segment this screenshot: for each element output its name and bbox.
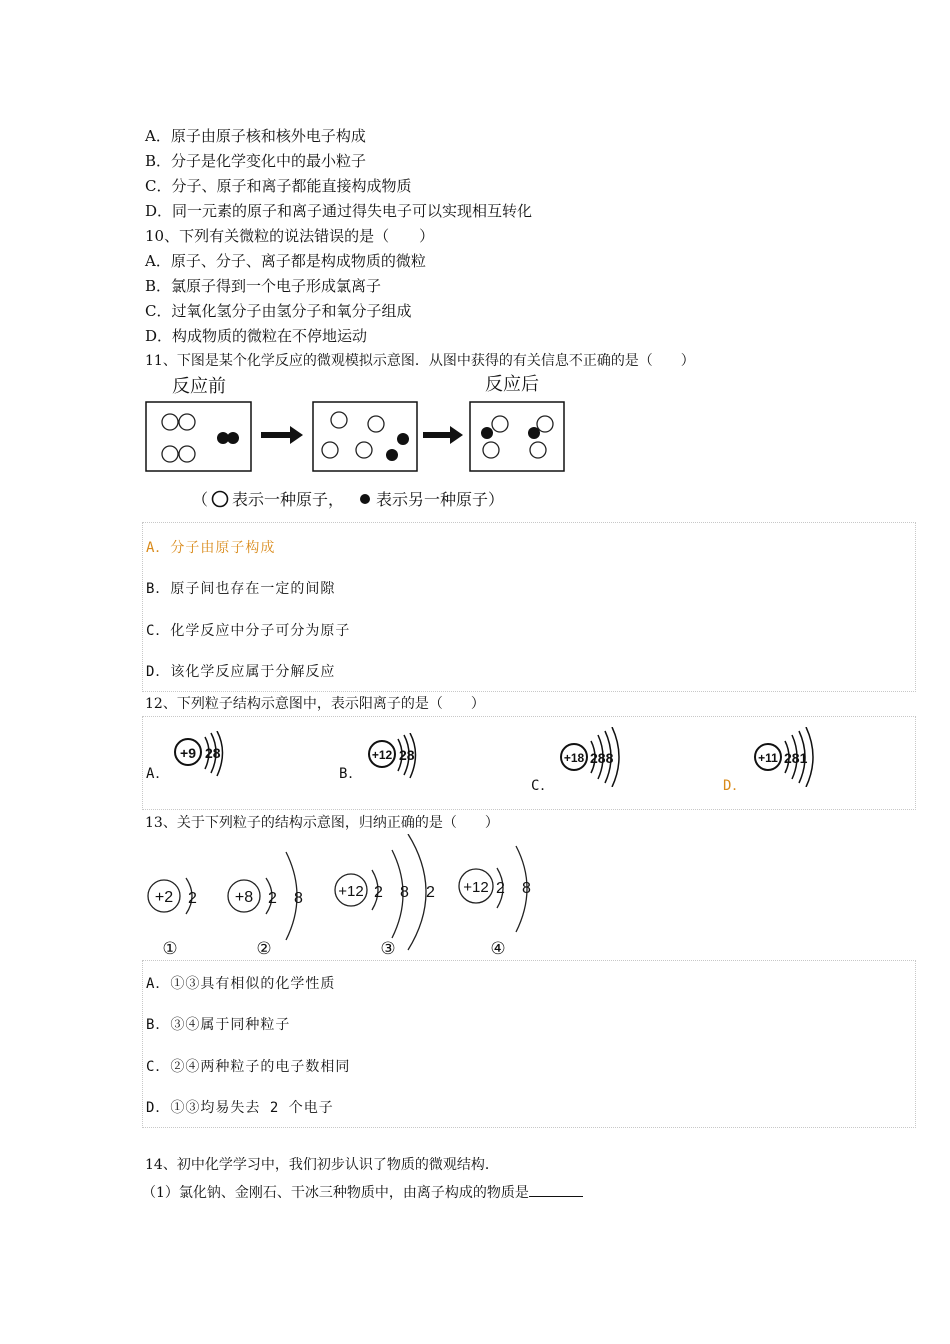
- nucleus-charge: +12: [463, 879, 489, 896]
- shell-electrons: 28: [399, 747, 415, 763]
- shell-electrons: 8: [400, 884, 409, 901]
- q12-option-c-letter[interactable]: C．: [531, 778, 556, 794]
- q13-stem: 13、关于下列粒子的结构示意图，归纳正确的是（ ）: [145, 815, 499, 831]
- label-after: 反应后: [485, 374, 539, 394]
- shell-electrons: 2: [268, 890, 277, 907]
- q10-option-d: D．构成物质的微粒在不停地运动: [145, 327, 368, 345]
- q11-stem: 11、下图是某个化学反应的微观模拟示意图．从图中获得的有关信息不正确的是（ ）: [145, 353, 695, 369]
- q10-option-a: A．原子、分子、离子都是构成物质的微粒: [145, 252, 426, 270]
- shell-electrons: 28: [205, 745, 221, 761]
- q11-option-d[interactable]: D．该化学反应属于分解反应: [146, 664, 336, 680]
- q9-option-c: C．分子、原子和离子都能直接构成物质: [145, 177, 412, 195]
- q10-option-c: C．过氧化氢分子由氢分子和氧分子组成: [145, 302, 412, 320]
- shell-electrons: 281: [784, 750, 808, 766]
- q12-atom-d: [751, 727, 841, 787]
- solid-atom-icon: [360, 494, 370, 504]
- legend-solid: 表示另一种原子）: [376, 492, 505, 509]
- q13-option-c[interactable]: C．②④两种粒子的电子数相同: [146, 1059, 351, 1075]
- q13-particle-diagrams: [140, 834, 560, 960]
- nucleus-charge: +2: [154, 889, 174, 906]
- particle-label: ④: [490, 939, 506, 958]
- shell-electrons: 2: [426, 884, 435, 901]
- q11-option-b[interactable]: B．原子间也存在一定的间隙: [146, 581, 336, 597]
- q11-reaction-diagram: [140, 372, 580, 512]
- arrow-icon: [261, 426, 303, 444]
- q13-option-b[interactable]: B．③④属于同种粒子: [146, 1017, 291, 1033]
- q13-options-box: [142, 960, 916, 1128]
- shell-electrons: 2: [496, 880, 505, 897]
- q13-option-a[interactable]: A．①③具有相似的化学性质: [146, 976, 336, 992]
- q12-stem: 12、下列粒子结构示意图中，表示阳离子的是（ ）: [145, 696, 485, 712]
- arrow-icon: [423, 426, 463, 444]
- q12-atom-b: [365, 733, 445, 783]
- q14-sub1-text: （1）氯化钠、金刚石、干冰三种物质中，由离子构成的物质是: [142, 1185, 529, 1201]
- particle-label: ③: [380, 939, 396, 958]
- nucleus-charge: +9: [180, 745, 196, 761]
- shell-electrons: 8: [522, 880, 531, 897]
- q12-option-a-letter[interactable]: A．: [146, 766, 171, 782]
- shell-electrons: 2: [374, 884, 383, 901]
- q12-options-box: [142, 716, 916, 810]
- q12-atom-c: [557, 727, 647, 787]
- q12-option-d-letter[interactable]: D．: [723, 778, 748, 794]
- nucleus-charge: +8: [234, 889, 254, 906]
- shell-electrons: 2: [188, 890, 197, 907]
- nucleus-charge: +11: [758, 751, 778, 765]
- shell-electrons: 8: [294, 890, 303, 907]
- q14-sub1: [142, 1182, 583, 1203]
- q11-option-c[interactable]: C．化学反应中分子可分为原子: [146, 623, 351, 639]
- q9-option-b: B．分子是化学变化中的最小粒子: [145, 152, 367, 170]
- q11-option-a[interactable]: A．分子由原子构成: [146, 540, 276, 556]
- nucleus-charge: +12: [371, 748, 393, 762]
- label-before: 反应前: [172, 376, 226, 396]
- nucleus-charge: +12: [338, 883, 364, 900]
- q10-option-b: B．氯原子得到一个电子形成氯离子: [145, 277, 382, 295]
- q14-stem: 14、初中化学学习中，我们初步认识了物质的微观结构．: [145, 1157, 499, 1173]
- q9-option-d: D．同一元素的原子和离子通过得失电子可以实现相互转化: [145, 202, 533, 220]
- legend-prefix: （: [192, 492, 209, 509]
- q11-options-box: [142, 522, 916, 692]
- legend-hollow: 表示一种原子，: [232, 492, 345, 509]
- hollow-atom-icon: [213, 492, 228, 507]
- q12-option-b-letter[interactable]: B．: [339, 766, 364, 782]
- particle-label: ②: [256, 939, 272, 958]
- q13-option-d[interactable]: D．①③均易失去 2 个电子: [146, 1100, 334, 1116]
- nucleus-charge: +18: [563, 751, 585, 765]
- shell-electrons: 288: [590, 750, 614, 766]
- q10-stem: 10、下列有关微粒的说法错误的是（ ）: [145, 227, 435, 245]
- q9-option-a: A．原子由原子核和核外电子构成: [145, 127, 366, 145]
- q12-atom-a: [171, 731, 251, 781]
- particle-label: ①: [162, 939, 178, 958]
- answer-blank[interactable]: [529, 1182, 583, 1197]
